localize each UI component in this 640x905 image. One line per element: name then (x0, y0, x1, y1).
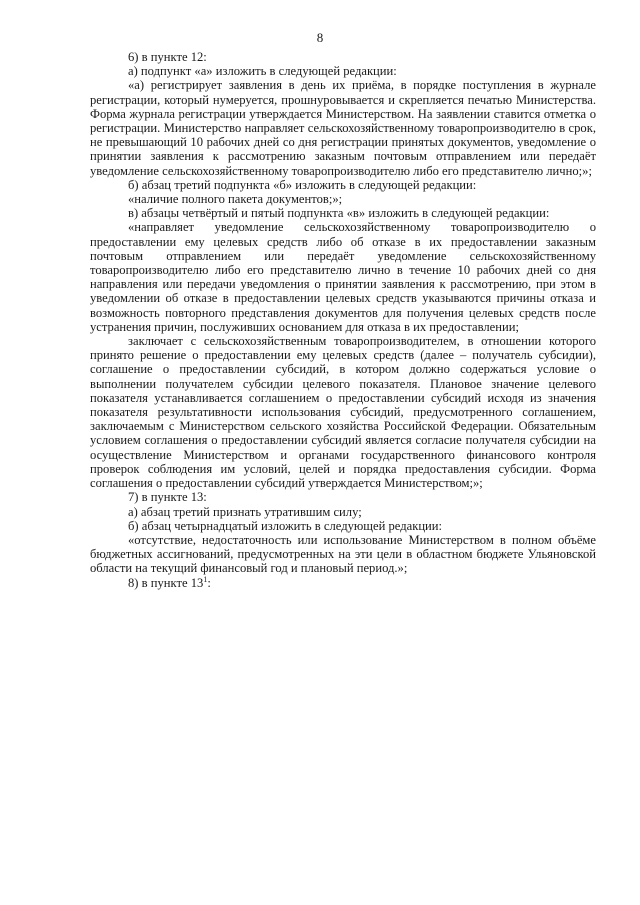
paragraph-item-8 (90, 576, 596, 590)
paragraph-subitem-v: в) абзацы четвёртый и пятый подпункта «в» изложить в следующей редакции: (128, 206, 550, 221)
paragraph-quote-a: «а) регистрирует заявления в день их приёма, в порядке поступления в журнале регистрации, который нумеруется, прошнуровывается и скрепляется печатью Министерства. Форма журнала регистрации утверждается Министерством. На заявлении ставится отметка о регистрации. Министерство направляет сельскохозяйственному товаропроизводителю в срок, не превышающий 10 рабочих дней со дня регистрации принятых документов, уведомление о принятии заявления к рассмотрению заказным почтовым отправлением или передаёт уведомление сельскохозяйственному товаропроизводителю либо его представителю лично;»; (90, 78, 596, 178)
item-8-text: 8) в пункте 13 (128, 575, 204, 590)
paragraph-subitem-b: б) абзац третий подпункта «б» изложить в следующей редакции: (128, 177, 477, 192)
paragraph-quote-v2: заключает с сельскохозяйственным товаропроизводителем, в отношении которого принято решение о предоставлении ему целевых средств (далее – получатель субсидии), соглашение о предоставлении субсидий, в котором должно содержаться условие о выполнении получателем субсидии целевого показателя. Плановое значение целевого показателя устанавливается соглашением о предоставлении субсидий исходя из значения показателя результативности использования субсидий, предусмотренного соглашением, заключаемым с Министерством сельского хозяйства Российской Федерации. Обязательным условием соглашения о предоставлении субсидий является согласие получателя субсидии на осуществление Министерством и органами государственного финансового контроля проверок соблюдения им условий, целей и порядка предоставления субсидии. Форма соглашения о предоставлении субсидий утверждается Министерством;»; (90, 334, 596, 491)
paragraph-quote-b2: «отсутствие, недостаточность или использование Министерством в полном объёме бюджетных ассигнований, предусмотренных на эти цели в областном бюджете Ульяновской области на текущий финансовый год и плановый период.»; (90, 532, 596, 576)
paragraph-subitem-a2: а) абзац третий признать утратившим силу; (128, 504, 362, 519)
paragraph-item-6: 6) в пункте 12: (128, 50, 207, 64)
paragraph-quote-v1: «направляет уведомление сельскохозяйственному товаропроизводителю о предоставлении ему целевых средств либо об отказе в их предоставлении заказным почтовым отправлением или передаёт уведомление сельскохозяйственному товаропроизводителю либо его представителю лично в течение 10 рабочих дней со дня направления или передачи уведомления о принятии заявления к рассмотрению, при этом в уведомлении об отказе в предоставлении целевых средств указываются причины отказа и возможность повторного представления документов для получения целевых средств после устранения причин, послуживших основанием для отказа в их предоставлении; (90, 220, 596, 334)
paragraph-subitem-a: а) подпункт «а» изложить в следующей редакции: (128, 64, 397, 79)
paragraph-quote-b: «наличие полного пакета документов;»; (128, 192, 343, 207)
paragraph-subitem-b2: б) абзац четырнадцатый изложить в следующей редакции: (128, 518, 443, 533)
page-number: 8 (316, 30, 324, 45)
item-8-suffix: : (207, 575, 211, 590)
document-body (90, 50, 596, 590)
item-8-superscript: 1 (203, 574, 208, 584)
paragraph-item-7: 7) в пункте 13: (128, 490, 207, 505)
